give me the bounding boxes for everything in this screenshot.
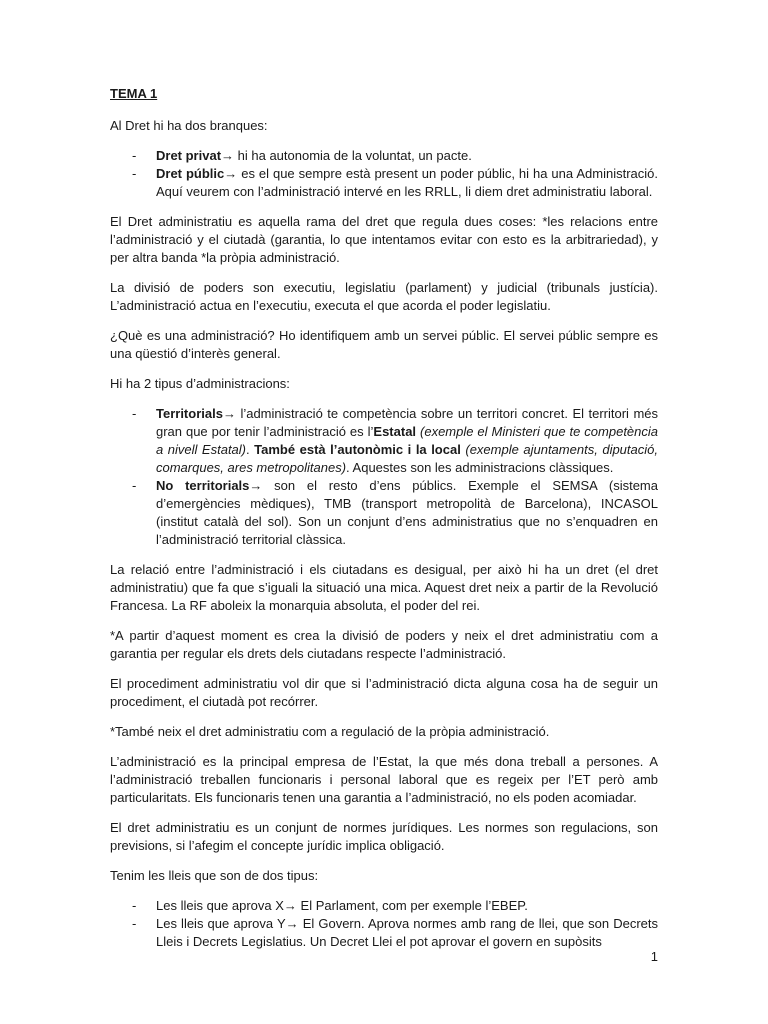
- definition-paragraph: El Dret administratiu es aquella rama del dret que regula dues coses: *les relacions entre l’administració y el ciutadà (garantia, lo que intentamos evitar con esto es la arbitrariedad), y per altra banda *la pròpia administració.: [110, 214, 658, 265]
- question-paragraph: ¿Què es una administració? Ho identifiquem amb un servei públic. El servei públic sempre es una qüestió d’interès general.: [110, 328, 658, 361]
- list-item-text: es el que sempre està present un poder públic, hi ha una Administració. Aquí veurem con l’administració intervé en les RRLL, li diem dret administratiu laboral.: [156, 166, 658, 199]
- separation-paragraph: *A partir d’aquest moment es crea la divisió de poders y neix el dret administratiu com a garantia per regular els drets dels ciutadans respecte l’administració.: [110, 628, 658, 661]
- arrow-icon: →: [221, 148, 235, 163]
- procedure-paragraph: El procediment administratiu vol dir que si l’administració dicta alguna cosa ha de seguir un procediment, el ciutadà pot recórrer.: [110, 676, 658, 709]
- relation-paragraph: La relació entre l’administració i els ciutadans es desigual, per això hi ha un dret (el dret administratiu) que fa que s’iguali la situació una mica. Aquest dret neix a partir de la Revolució Francesa. La RF aboleix la monarquia absoluta, el poder del rei.: [110, 562, 658, 613]
- term-label: Territorials: [156, 406, 223, 421]
- division-paragraph: La divisió de poders son executiu, legislatiu (parlament) y judicial (tribunals justícia). L’administració actua en l’executiu, executa el que acorda el poder legislatiu.: [110, 280, 658, 313]
- arrow-icon: →: [224, 166, 238, 181]
- branches-list: [110, 147, 658, 201]
- example-text: (exemple el Ministeri que te competència a nivell Estatal): [156, 424, 659, 457]
- term-label: Dret públic: [156, 166, 225, 181]
- norms-paragraph: El dret administratiu es un conjunt de normes jurídiques. Les normes son regulacions, son previsions, si l’afegim el concepte jurídic implica obligació.: [110, 820, 658, 853]
- list-item-text: son el resto d’ens públics. Exemple el SEMSA (sistema d’emergències mèdiques), TMB (transport metropolità de Barcelona), INCASOL (institut català del sol). Son un conjunt d’ens administratius que no s’enquadren en l’administració territorial clàssica.: [156, 478, 658, 547]
- emphasis-text: Estatal: [373, 424, 417, 439]
- page-number: 1: [650, 949, 658, 964]
- emphasis-text: També està l’autonòmic i la local: [254, 442, 461, 457]
- list-item: [110, 405, 658, 477]
- list-item-text: .: [246, 442, 255, 457]
- list-item-text: . Aquestes son les administracions clàssiques.: [346, 460, 614, 475]
- regulation-paragraph: *També neix el dret administratiu com a regulació de la pròpia administració.: [110, 724, 550, 739]
- laws-list: [110, 897, 658, 951]
- term-label: No territorials: [156, 478, 250, 493]
- types-intro: Hi ha 2 tipus d’administracions:: [110, 376, 290, 391]
- list-item: [110, 165, 658, 201]
- laws-intro: Tenim les lleis que son de dos tipus:: [110, 868, 319, 883]
- list-item: - Les lleis que aprova X→ El Parlament, com per exemple l’EBEP.: [110, 897, 658, 915]
- list-item: - Les lleis que aprova Y→ El Govern. Aprova normes amb rang de llei, que son Decrets Lleis i Decrets Legislatius. Un Decret Llei el pot aprovar el govern en supòsits: [110, 915, 658, 951]
- arrow-icon: →: [222, 406, 236, 421]
- term-label: Dret privat: [156, 148, 222, 163]
- types-list: [110, 405, 658, 549]
- example-text: (exemple ajuntaments, diputació, comarques, ares metropolitanes): [156, 442, 658, 475]
- list-item: [110, 147, 658, 165]
- arrow-icon: →: [249, 478, 263, 493]
- page-title: TEMA 1: [110, 86, 158, 101]
- list-item: [110, 477, 658, 549]
- list-item-text: l’administració te competència sobre un territori concret. El territori més gran que por tenir l’administració es l’: [156, 406, 658, 439]
- intro-paragraph: Al Dret hi ha dos branques:: [110, 118, 268, 133]
- list-item-text: hi ha autonomia de la voluntat, un pacte.: [234, 148, 472, 163]
- employer-paragraph: L’administració es la principal empresa de l’Estat, la que més dona treball a persones. A l’administració treballen funcionaris i personal laboral que es regeix per l’ET però amb particularitats. Els funcionaris tenen una garantia a l’administració, no els poden acomiadar.: [110, 754, 658, 805]
